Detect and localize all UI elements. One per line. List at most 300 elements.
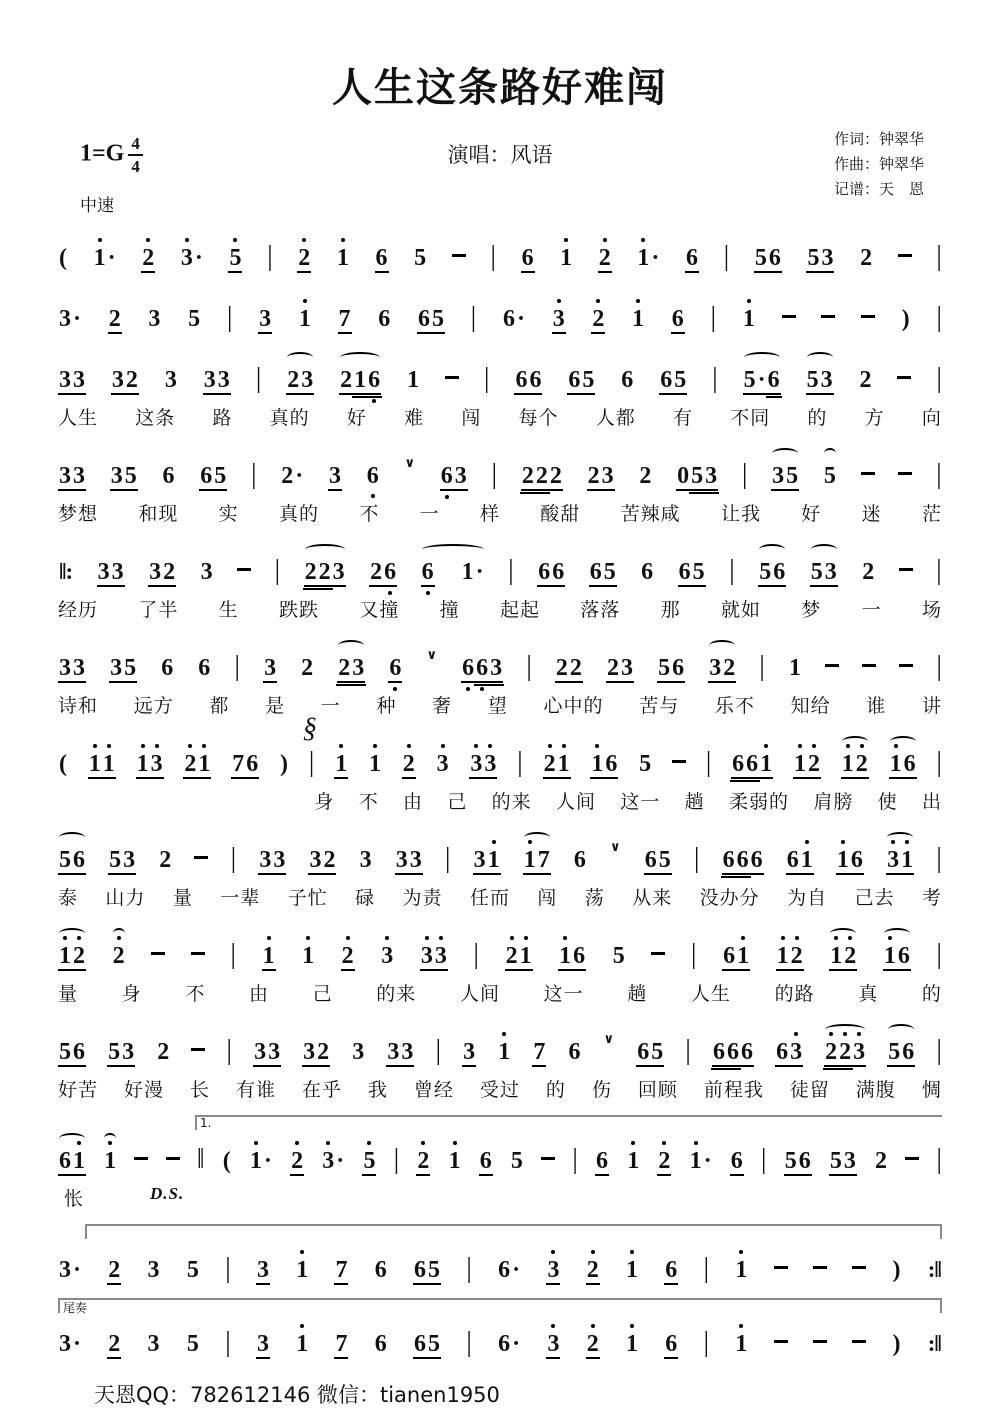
note-char: · [194, 245, 203, 271]
note-token [552, 306, 566, 334]
note-token [537, 559, 565, 587]
note-char: 3 [824, 559, 837, 585]
lyric-syllable: 没办分 [699, 887, 760, 909]
note-token [253, 1039, 281, 1067]
lyric-syllable: 好 [801, 503, 822, 525]
note-char: 2 [855, 751, 868, 777]
note-char: | [703, 1327, 710, 1358]
note-char: 5 [431, 306, 444, 332]
note-token [859, 367, 873, 394]
note-char: | [693, 843, 700, 874]
lyric-syllable: 好漫 [123, 1079, 164, 1101]
note-token [58, 655, 86, 683]
note-char: ∨ [404, 455, 416, 470]
note-char: 6 [568, 367, 581, 393]
lyric-syllable: 方 [864, 407, 885, 429]
note-token [341, 943, 355, 971]
note-char [852, 1266, 866, 1269]
music-line [58, 1224, 942, 1285]
notation-credit: 记谱：天 恩 [833, 179, 924, 198]
note-char: · [73, 1331, 82, 1357]
note-char: | [936, 843, 942, 874]
note-char: 1 [625, 1257, 638, 1283]
lyric-syllable: 梦想 [58, 503, 99, 525]
barline [394, 1146, 400, 1175]
note-token [58, 847, 86, 875]
lyric-syllable: 泰 [58, 887, 79, 909]
note-char: 3 [73, 463, 85, 489]
note-char [813, 1340, 827, 1343]
note-char: ‖ [196, 1144, 205, 1175]
note-char: ) [279, 751, 288, 777]
barline [936, 557, 942, 586]
barline [711, 304, 717, 333]
note-token [141, 245, 155, 273]
lyric-syllable: 场 [921, 599, 942, 621]
lyric-syllable: 己 [312, 983, 333, 1005]
lyric-syllable: 山力 [105, 887, 146, 909]
duration-dash [194, 847, 208, 874]
breath-mark-icon [609, 839, 622, 874]
note-token [302, 1039, 330, 1067]
note-char: 1 [88, 751, 101, 777]
note-token [758, 559, 786, 587]
note-char: 5 [658, 847, 671, 873]
note-token [788, 655, 802, 682]
note-char: 2 [163, 559, 176, 585]
note-char: 6 [374, 1331, 387, 1357]
lyric-syllable: 不同 [730, 407, 771, 429]
barline [435, 1037, 441, 1066]
note-char: 2 [108, 1331, 121, 1357]
lyric-syllable: 的 [921, 983, 942, 1005]
note-char: 1 [487, 847, 500, 873]
note-char: 3 [401, 1039, 414, 1065]
note-token [369, 559, 397, 587]
note-token [546, 1257, 560, 1285]
note-token [461, 655, 503, 683]
lyric-syllable: 满腹 [855, 1079, 896, 1101]
note-char: 5 [414, 245, 427, 271]
low-octave-dot [371, 494, 375, 498]
note-token [93, 245, 117, 272]
note-char: 3 [256, 1331, 269, 1357]
lyric-syllable: 回顾 [637, 1079, 678, 1101]
note-char: 2 [108, 306, 121, 332]
note-token [108, 306, 122, 334]
note-char: | [466, 1253, 472, 1284]
note-char: ( [59, 751, 67, 777]
note-token [300, 655, 314, 682]
lyrics-row [58, 691, 942, 718]
note-char: | [491, 459, 498, 490]
lyric-syllable: 有谁 [235, 1079, 276, 1101]
lyric-syllable: 真 [858, 983, 879, 1005]
parenthesis [222, 1148, 232, 1175]
note-token [573, 847, 587, 874]
note-token [107, 1039, 135, 1067]
note-char: 3 [164, 367, 177, 393]
note-char: 3 [111, 367, 124, 393]
note-char: | [723, 241, 730, 272]
note-char: 3 [322, 1148, 335, 1174]
note-token [448, 1148, 462, 1175]
lyric-syllable: 一 [861, 599, 882, 621]
note-char: 3 [434, 943, 447, 969]
note-char: | [936, 555, 942, 586]
note-char: | [225, 1253, 231, 1284]
note-token [754, 245, 782, 273]
note-char [905, 1157, 919, 1160]
lyric-syllable: 真的 [278, 503, 319, 525]
note-token [258, 847, 286, 875]
barline [445, 845, 451, 874]
note-token [374, 1257, 388, 1284]
note-char: 5 [823, 463, 836, 489]
note-char: :‖ [927, 1331, 941, 1356]
lyric-syllable: 的路 [774, 983, 815, 1005]
note-char: 2 [521, 463, 534, 489]
note-char: 3 [420, 943, 433, 969]
lyric-syllable: 好苦 [58, 1079, 99, 1101]
note-char: 5 [59, 1039, 71, 1065]
note-char: 1 [637, 245, 650, 271]
note-char: 6 [378, 306, 391, 332]
note-char: 1 [735, 1331, 748, 1357]
note-char: 5 [691, 463, 704, 489]
note-char: · [107, 245, 116, 271]
note-char: 3 [821, 245, 834, 271]
lyric-syllable: 由 [403, 791, 424, 813]
note-char: | [308, 747, 315, 778]
note-char: ) [901, 306, 910, 332]
note-token [823, 463, 837, 490]
duration-dash [672, 751, 686, 778]
lyric-syllable: 碌 [355, 887, 376, 909]
note-char: 3 [149, 559, 162, 585]
lyric-syllable: 子忙 [287, 887, 328, 909]
note-char: | [936, 1144, 942, 1175]
lyric-syllable: 迷 [861, 503, 882, 525]
barline [267, 243, 273, 272]
volta-bracket [85, 1224, 942, 1239]
duration-dash [166, 1148, 180, 1175]
lyric-syllable: 人间 [459, 983, 500, 1005]
lyric-syllable: 前程我 [703, 1079, 764, 1101]
barline [759, 653, 765, 682]
note-char: 1 [335, 751, 348, 777]
note-token [147, 1257, 161, 1284]
note-token [413, 1331, 441, 1359]
note-char: 6 [502, 306, 515, 332]
note-token [708, 655, 736, 683]
lyric-syllable: 人都 [595, 407, 636, 429]
note-char: 6 [73, 847, 85, 873]
note-char: 5 [754, 245, 767, 271]
note-token [180, 245, 204, 272]
note-token [664, 1257, 678, 1285]
note-token [793, 751, 821, 779]
note-char: 6 [552, 559, 565, 585]
note-token [743, 367, 781, 395]
note-char: 3 [150, 751, 163, 777]
note-char: 2 [790, 943, 803, 969]
note-char: 2 [586, 1331, 599, 1357]
note-char: | [473, 939, 479, 970]
note-char: 6 [644, 847, 657, 873]
note-char: 3 [59, 306, 71, 332]
note-char: 3 [329, 463, 342, 489]
note-token [110, 463, 138, 491]
note-token [625, 1331, 639, 1358]
note-char: 6 [722, 847, 735, 873]
note-token [625, 1257, 639, 1284]
note-token [290, 1148, 304, 1176]
note-char: 3 [268, 1039, 281, 1065]
note-token [183, 751, 211, 779]
note-char: 2 [592, 306, 605, 332]
note-char: 1 [742, 306, 755, 332]
duration-dash [905, 1148, 919, 1175]
duration-dash [134, 1148, 148, 1175]
note-char: 1 [760, 751, 773, 777]
lyric-syllable: 奢 [432, 695, 453, 717]
note-char: 2 [862, 559, 875, 585]
music-line [58, 539, 942, 622]
note-char: | [517, 747, 523, 778]
note-char: 5 [186, 1331, 199, 1357]
lyric-syllable: 闯 [461, 407, 482, 429]
song-title: 人生这条路好难闯 [332, 65, 668, 111]
note-char [821, 315, 835, 318]
duration-dash [782, 306, 796, 333]
barline [936, 941, 942, 970]
note-char: · [512, 1257, 521, 1283]
lyric-syllable: 柔弱的 [728, 791, 789, 813]
note-char: 6 [736, 847, 749, 873]
music-systems [58, 225, 942, 1359]
note-char: 5 [229, 245, 242, 271]
note-char: | [690, 939, 697, 970]
lyric-syllable: 量 [172, 887, 193, 909]
note-token [521, 463, 563, 491]
lyric-syllable: 向 [921, 407, 942, 429]
note-token [203, 367, 231, 395]
duration-dash [898, 463, 912, 490]
note-char: 2 [598, 245, 611, 271]
lyric-syllable: 就如 [720, 599, 761, 621]
note-char: 3 [436, 751, 449, 777]
note-token [567, 1039, 581, 1066]
note-char: 3 [709, 655, 722, 681]
note-char: 7 [232, 751, 245, 777]
note-char: | [759, 651, 765, 682]
note-token [586, 1257, 600, 1285]
lyrics-row [58, 499, 942, 526]
lyric-syllable: 身 [121, 983, 142, 1005]
note-char: 3 [601, 463, 614, 489]
lyrics-row [58, 403, 942, 430]
note-char: 1 [591, 751, 604, 777]
barline [712, 365, 718, 394]
lyric-syllable: 茫 [921, 503, 942, 525]
note-char: ∨ [426, 647, 438, 662]
note-char [899, 664, 913, 667]
lyric-syllable: 任而 [469, 887, 510, 909]
note-char: 5 [759, 559, 772, 585]
note-token [567, 367, 595, 395]
note-char: ) [892, 1257, 901, 1283]
note-char: 6 [440, 464, 454, 491]
note-char: 2 [317, 1039, 330, 1065]
note-char: 6 [538, 559, 551, 585]
note-token [375, 245, 389, 273]
note-token [436, 751, 450, 778]
note-token [689, 1148, 713, 1175]
note-char: 6 [367, 368, 381, 395]
notes-row [58, 713, 942, 779]
note-char: · [73, 306, 82, 332]
duration-dash [452, 245, 466, 272]
note-char: 2 [586, 1257, 599, 1283]
volta-bracket [195, 1115, 942, 1130]
music-line [58, 225, 942, 273]
duration-dash [541, 1148, 555, 1175]
note-char: 2 [341, 943, 354, 969]
breath-mark-icon [404, 455, 417, 490]
note-token [586, 1331, 600, 1359]
note-char: 5 [807, 245, 820, 271]
note-char [237, 568, 251, 571]
note-token [685, 245, 699, 273]
music-line [58, 1019, 942, 1102]
lyric-syllable: 让我 [720, 503, 761, 525]
note-char: 6 [723, 943, 736, 969]
note-char: 6 [515, 367, 528, 393]
note-token [297, 245, 311, 273]
note-char: 5 [784, 1148, 797, 1174]
parenthesis [279, 751, 289, 778]
note-char: | [274, 555, 281, 586]
notes-row [58, 1019, 942, 1067]
note-token [161, 463, 175, 490]
note-char [774, 1266, 788, 1269]
note-char: 3 [705, 463, 718, 489]
note-char: 3 [97, 559, 110, 585]
note-char [191, 1048, 205, 1051]
lyrics-row [58, 979, 942, 1006]
note-char: 1 [519, 943, 532, 969]
note-token [374, 1331, 388, 1358]
note-token [640, 559, 654, 586]
barline [234, 653, 240, 682]
breath-mark-icon [425, 647, 438, 682]
note-char: 3 [395, 847, 408, 873]
note-char: 3 [463, 1039, 476, 1065]
barline [724, 243, 730, 272]
note-char: 6 [726, 1039, 739, 1065]
note-char: 5 [810, 559, 823, 585]
lyric-syllable: 撞 [439, 599, 460, 621]
note-char: 6 [637, 1039, 650, 1065]
note-char: 6 [475, 656, 489, 683]
note-char: | [490, 241, 496, 272]
note-token [722, 943, 750, 971]
note-char: 3 [359, 847, 372, 873]
note-char: 2 [304, 559, 317, 585]
note-token [742, 306, 756, 333]
note-char: 3 [259, 306, 272, 332]
note-char: | [250, 459, 257, 490]
lyric-syllable: 酸甜 [540, 503, 581, 525]
note-char: · [516, 306, 525, 332]
repeat-end-icon [927, 1257, 942, 1284]
repeat-end-icon [927, 1331, 942, 1358]
duration-dash [898, 245, 912, 272]
note-token [395, 847, 423, 875]
note-char: 3 [110, 463, 123, 489]
note-char: 1 [102, 751, 115, 777]
note-char: 6 [686, 245, 699, 271]
bracket-label: 1. [200, 1116, 212, 1130]
note-char: 6 [621, 367, 634, 393]
segno-icon: § [302, 713, 317, 744]
lyric-syllable: 一 [419, 503, 440, 525]
time-numerator: 4 [128, 135, 143, 156]
note-char [651, 952, 665, 955]
barline [226, 1037, 232, 1066]
note-char [445, 376, 459, 379]
note-char: 3 [332, 559, 345, 585]
lyric-syllable: 荡 [584, 887, 605, 909]
note-token [334, 751, 348, 779]
tempo-marking: 中速 [80, 196, 114, 216]
note-token [462, 1039, 476, 1067]
note-char: 5 [59, 847, 71, 873]
outro-bracket [58, 1298, 942, 1313]
note-char: 1 [59, 943, 71, 969]
key-label: 1=G [80, 140, 125, 167]
note-char: 1 [632, 306, 645, 332]
duration-dash [774, 1331, 788, 1358]
note-token [107, 1257, 121, 1285]
duration-dash [852, 1331, 866, 1358]
note-char: 2 [639, 463, 652, 489]
note-char: 7 [533, 1039, 546, 1065]
note-char: | [230, 843, 237, 874]
lyric-syllable: 徒留 [789, 1079, 830, 1101]
note-char: 2 [340, 367, 353, 393]
note-char: | [508, 555, 514, 586]
note-char: 5 [806, 367, 819, 393]
note-char: 1 [841, 751, 854, 777]
lyric-syllable: 在乎 [301, 1079, 342, 1101]
note-token [334, 1257, 348, 1285]
note-char: 5 [603, 559, 616, 585]
note-char: | [470, 302, 477, 333]
note-char: 2 [112, 943, 125, 969]
low-octave-dot [480, 687, 484, 691]
note-token [514, 367, 542, 395]
note-char: 6 [746, 751, 759, 777]
note-token [836, 847, 864, 875]
note-char: 1 [625, 1331, 638, 1357]
duration-dash [191, 1039, 205, 1066]
lyric-syllable: 路 [212, 407, 233, 429]
note-token [712, 1039, 754, 1067]
note-char: 3 [352, 655, 365, 681]
note-token [587, 463, 615, 491]
